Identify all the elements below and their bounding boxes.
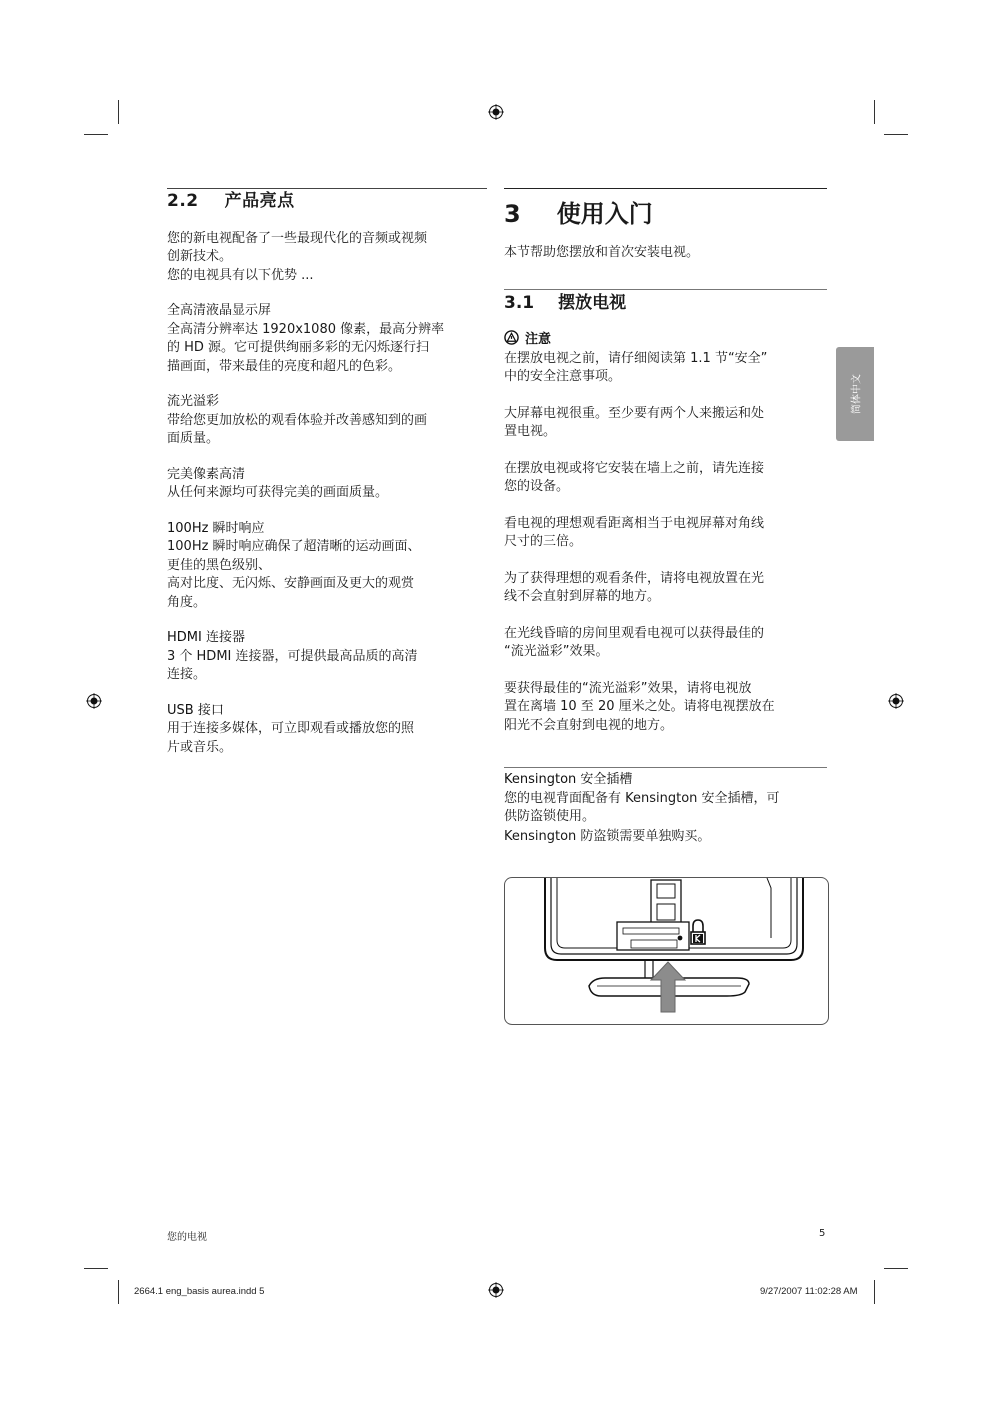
section-heading xyxy=(504,294,827,313)
section-number: 2.2 xyxy=(167,191,199,211)
feature-title: USB 接口 xyxy=(167,702,224,718)
paragraph: 看电视的理想观看距离相当于电视屏幕对角线 尺寸的三倍。 xyxy=(504,515,765,549)
crop-mark xyxy=(118,1280,119,1304)
crop-mark xyxy=(884,134,908,135)
paragraph: 在光线昏暗的房间里观看电视可以获得最佳的 “流光溢彩”效果。 xyxy=(504,625,765,659)
feature-title: 完美像素高清 xyxy=(167,466,246,482)
chapter-heading xyxy=(504,199,827,229)
kensington-title: Kensington 安全插槽 xyxy=(504,772,633,787)
section-title: 产品亮点 xyxy=(224,191,295,211)
page-number: 5 xyxy=(819,1228,826,1239)
caution-icon xyxy=(504,330,519,345)
chapter-title: 使用入门 xyxy=(556,200,653,228)
feature-title: 流光溢彩 xyxy=(167,394,220,409)
crop-mark xyxy=(874,100,875,124)
caution-block: 注意 在摆放电视之前，请仔细阅读第 1.1 节“安全” 中的安全注意事项。 xyxy=(504,330,827,387)
feature-title: 全高清液晶显示屏 xyxy=(167,303,272,318)
registration-mark-icon xyxy=(86,693,102,709)
feature-title: HDMI 连接器 xyxy=(167,630,245,645)
feature-block: HDMI 连接器 3 个 HDMI 连接器，可提供最高品质的高清 连接。 xyxy=(167,629,487,685)
crop-mark xyxy=(884,1268,908,1269)
paragraph: 大屏幕电视很重。至少要有两个人来搬运和处 置电视。 xyxy=(504,405,765,439)
paragraph: 要获得最佳的“流光溢彩”效果，请将电视放 置在离墙 10 至 20 厘米之处。请将电视摆放在 阳光不会直射到电视的地方。 xyxy=(504,680,775,733)
tv-kensington-slot-icon xyxy=(505,878,828,1024)
section-rule xyxy=(504,289,827,290)
chapter-rule xyxy=(504,188,827,189)
kensington-note: Kensington 防盗锁需要单独购买。 xyxy=(504,828,711,844)
registration-mark-icon xyxy=(488,104,504,120)
paragraph: 在摆放电视或将它安装在墙上之前，请先连接 您的设备。 xyxy=(504,460,765,494)
feature-block: USB 接口 用于连接多媒体，可立即观看或播放您的照 片或音乐。 xyxy=(167,702,487,758)
intro-paragraph: 您的新电视配备了一些最现代化的音频或视频 创新技术。 您的电视具有以下优势 ... xyxy=(167,230,428,283)
section-title: 摆放电视 xyxy=(558,292,627,313)
tv-back-illustration xyxy=(504,877,829,1025)
chapter-intro: 本节帮助您摆放和首次安装电视。 xyxy=(504,245,700,260)
feature-block: 完美像素高清 从任何来源均可获得完美的画面质量。 xyxy=(167,466,487,503)
registration-mark-icon xyxy=(488,1282,504,1298)
section-heading xyxy=(167,192,487,211)
feature-block: 流光溢彩 带给您更加放松的观看体验并改善感知到的画 面质量。 xyxy=(167,393,487,449)
left-column xyxy=(167,188,487,757)
kensington-block: Kensington 安全插槽 您的电视背面配备有 Kensington 安全插槽，可 供防盗锁使用。 Kensington 防盗锁需要单独购买。 xyxy=(504,771,827,846)
language-tab xyxy=(836,347,874,441)
crop-mark xyxy=(874,1280,875,1304)
crop-mark xyxy=(84,1268,108,1269)
feature-title: 100Hz 瞬时响应 xyxy=(167,520,265,536)
caution-heading: 注意 xyxy=(504,330,827,350)
section-rule xyxy=(167,188,487,189)
crop-mark xyxy=(118,100,119,124)
slug-filename: 2664.1 eng_basis aurea.indd 5 xyxy=(134,1286,265,1297)
section-rule xyxy=(504,767,827,768)
language-tab-label: 简体中文 xyxy=(851,374,863,414)
section-number: 3.1 xyxy=(504,292,535,313)
slug-timestamp: 9/27/2007 11:02:28 AM xyxy=(760,1286,858,1297)
registration-mark-icon xyxy=(888,693,904,709)
chapter-number: 3 xyxy=(504,200,521,228)
footer-section-title: 您的电视 xyxy=(167,1232,207,1243)
feature-block: 全高清液晶显示屏 全高清分辨率达 1920x1080 像素，最高分辨率 的 HD 源。它可提供绚丽多彩的无闪烁逐行扫 描画面，带来最佳的亮度和超凡的色彩。 xyxy=(167,302,487,376)
feature-block: 100Hz 瞬时响应 100Hz 瞬时响应确保了超清晰的运动画面、 更佳的黑色级别、 高对比度、无闪烁、安静画面及更大的观赏 角度。 xyxy=(167,520,487,613)
right-column xyxy=(504,188,827,846)
crop-mark xyxy=(84,134,108,135)
paragraph: 为了获得理想的观看条件，请将电视放置在光 线不会直射到屏幕的地方。 xyxy=(504,570,765,604)
